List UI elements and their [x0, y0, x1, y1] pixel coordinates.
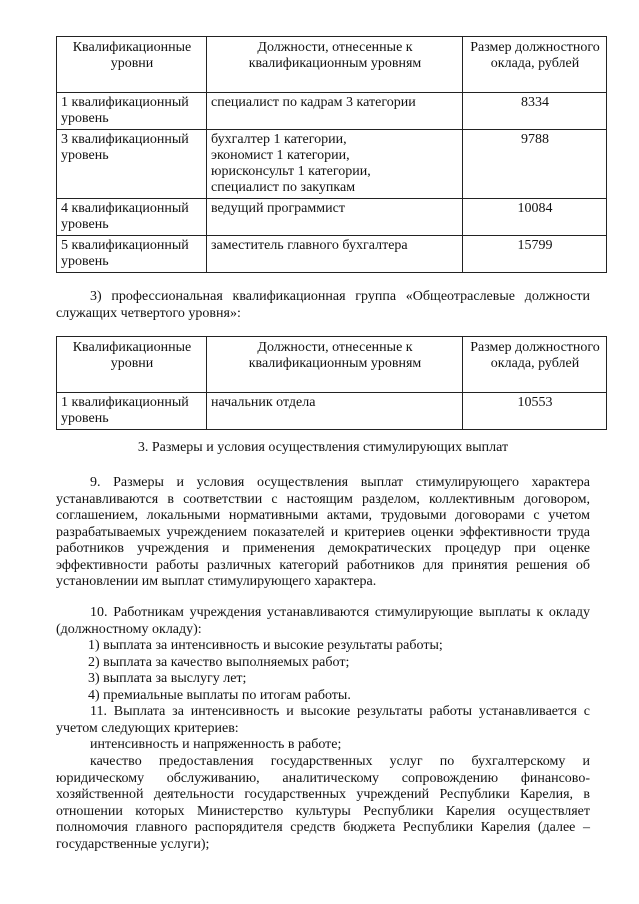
cell-position: ведущий программист [207, 199, 463, 236]
cell-salary: 15799 [463, 236, 607, 273]
list-item: 3) выплата за выслугу лет; [88, 671, 247, 686]
cell-level: 1 квалификационный уровень [57, 393, 207, 430]
cell-position: специалист по кадрам 3 категории [207, 93, 463, 130]
cell-position: заместитель главного бухгалтера [207, 236, 463, 273]
header-positions: Должности, отнесенные к квалификационным уровням [207, 337, 463, 393]
list-item: 1) выплата за интенсивность и высокие результаты работы; [88, 638, 443, 653]
cell-salary: 8334 [463, 93, 607, 130]
paragraph-11: 11. Выплата за интенсивность и высокие результаты работы устанавливается с учетом следующих критериев: [56, 704, 590, 736]
header-positions: Должности, отнесенные к квалификационным уровням [207, 37, 463, 93]
paragraph-10: 10. Работникам учреждения устанавливаются стимулирующие выплаты к окладу (должностному окладу): [56, 605, 590, 637]
table-row [57, 393, 607, 430]
list-item: 4) премиальные выплаты по итогам работы. [88, 687, 351, 703]
cell-salary: 9788 [463, 130, 607, 199]
list-10 [56, 638, 590, 704]
cell-position: бухгалтер 1 категории, экономист 1 категории, юрисконсульт 1 категории, специалист по закупкам [207, 130, 463, 199]
cell-position: начальник отдела [207, 393, 463, 430]
header-levels: Квалификационные уровни [57, 337, 207, 393]
header-salary: Размер должностного оклада, рублей [463, 337, 607, 393]
cell-level: 1 квалификационный уровень [57, 93, 207, 130]
header-levels: Квалификационные уровни [57, 37, 207, 93]
table-row [57, 199, 607, 236]
paragraph-11-item-1: интенсивность и напряженность в работе; [90, 737, 342, 752]
table-row [57, 236, 607, 273]
table-header-row [57, 37, 607, 93]
table-row [57, 93, 607, 130]
qualification-table-2 [56, 336, 607, 430]
paragraph-9: 9. Размеры и условия осуществления выплат стимулирующего характера устанавливаются в соответствии с настоящим разделом, коллективным договором, соглашением, локальными нормативными актами, трудовыми договорами с учетом разрабатываемых учреждением показателей и критериев оценки эффективности труда работников учреждения и применения демократических процедур при оценке эффективности работы различных категорий работников для принятия решения об установлении им выплат стимулирующего характера. [56, 475, 590, 589]
cell-level: 5 квалификационный уровень [57, 236, 207, 273]
list-item: 2) выплата за качество выполняемых работ; [88, 654, 350, 670]
cell-salary: 10084 [463, 199, 607, 236]
cell-level: 3 квалификационный уровень [57, 130, 207, 199]
cell-level: 4 квалификационный уровень [57, 199, 207, 236]
section-title: 3. Размеры и условия осуществления стимулирующих выплат [137, 440, 509, 455]
cell-salary: 10553 [463, 393, 607, 430]
qualification-table-1 [56, 36, 607, 273]
group-3-heading: 3) профессиональная квалификационная группа «Общеотраслевые должности служащих четвертого уровня»: [56, 289, 590, 321]
paragraph-11-item-2: качество предоставления государственных услуг по бухгалтерскому и юридическому обслуживанию, аналитическому сопровождению финансово-хозяйственной деятельности государственных учреждений Республики Карелия, в отношении которых Министерство культуры Республики Карелия осуществляет полномочия главного распорядителя средств бюджета Республики Карелия (далее – государственные услуги); [56, 754, 590, 852]
header-salary: Размер должностного оклада, рублей [463, 37, 607, 93]
table-row [57, 130, 607, 199]
table-header-row [57, 337, 607, 393]
